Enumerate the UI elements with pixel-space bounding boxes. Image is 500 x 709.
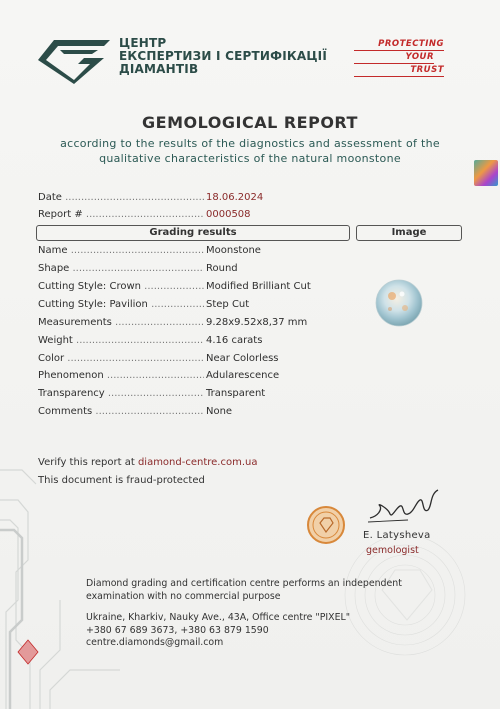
report-number-value: 0000508 xyxy=(206,209,251,220)
seal-icon xyxy=(306,505,346,545)
email-line[interactable]: centre.diamonds@gmail.com xyxy=(86,637,224,648)
slogan xyxy=(354,38,444,77)
field-row xyxy=(38,279,338,295)
org-line-3: ДІАМАНТІВ xyxy=(119,62,199,76)
signature-icon xyxy=(368,488,448,528)
fraud-protected-text: This document is fraud-protected xyxy=(38,475,205,486)
diamond-shape-icon xyxy=(18,640,38,664)
date-row xyxy=(38,190,338,206)
centre-logo-icon xyxy=(34,36,114,84)
verify-link[interactable]: diamond-centre.com.ua xyxy=(137,457,258,468)
field-value: Round xyxy=(206,263,238,274)
hologram-icon xyxy=(474,160,498,186)
field-value: Step Cut xyxy=(206,299,250,310)
field-label: Cutting Style: Pavilion ..... xyxy=(38,297,204,313)
image-header: Image xyxy=(356,225,462,241)
field-label: Measurements ..... xyxy=(38,315,204,331)
field-row xyxy=(38,404,338,420)
field-label: Name ..... xyxy=(38,243,204,259)
field-value: 4.16 carats xyxy=(206,335,263,346)
org-line-2: ЕКСПЕРТИЗИ І СЕРТИФІКАЦІЇ xyxy=(119,49,328,63)
field-row xyxy=(38,315,338,331)
report-title: GEMOLOGICAL REPORT xyxy=(142,113,358,132)
footer-address xyxy=(86,612,446,650)
footer-line-1: Diamond grading and certification centre performs an independent xyxy=(86,578,402,589)
slogan-line-1: PROTECTING xyxy=(354,38,444,51)
report-number-row xyxy=(38,207,338,223)
field-row xyxy=(38,386,338,402)
field-label: Weight ..... xyxy=(38,333,204,349)
field-row xyxy=(38,351,338,367)
field-value: Moonstone xyxy=(206,245,261,256)
report-subtitle xyxy=(30,136,470,166)
footer-statement xyxy=(86,578,446,603)
field-label: Comments ..... xyxy=(38,404,204,420)
footer-line-2: examination with no commercial purpose xyxy=(86,590,281,602)
field-row xyxy=(38,297,338,313)
field-value: Modified Brilliant Cut xyxy=(206,281,311,292)
field-label: Color ..... xyxy=(38,351,204,367)
slogan-line-2: YOUR xyxy=(354,51,434,64)
moonstone-image xyxy=(374,278,424,328)
signer-role: gemologist xyxy=(366,545,419,556)
field-row xyxy=(38,368,338,384)
field-row xyxy=(38,243,338,259)
field-value: None xyxy=(206,406,233,417)
slogan-line-3: TRUST xyxy=(354,64,444,77)
field-value: Adularescence xyxy=(206,370,280,381)
field-value: Transparent xyxy=(206,388,266,399)
report-number-label: Report # ..... xyxy=(38,207,204,223)
field-label: Transparency ..... xyxy=(38,386,204,402)
field-label: Phenomenon ..... xyxy=(38,368,204,384)
field-value: 9.28x9.52x8,37 mm xyxy=(206,317,308,328)
subtitle-line-2: qualitative characteristics of the natural moonstone xyxy=(99,152,401,165)
org-line-1: ЦЕНТР xyxy=(119,36,167,50)
field-value: Near Colorless xyxy=(206,353,279,364)
verify-prefix: Verify this report at xyxy=(38,457,135,468)
signer-name: E. Latysheva xyxy=(363,530,431,541)
verify-text xyxy=(38,457,257,468)
grading-results-header: Grading results xyxy=(36,225,350,241)
field-row xyxy=(38,261,338,277)
field-row xyxy=(38,333,338,349)
date-value: 18.06.2024 xyxy=(206,192,264,203)
phone-line: +380 67 689 3673, +380 63 879 1590 xyxy=(86,624,269,636)
date-label: Date ..... xyxy=(38,190,204,206)
field-label: Cutting Style: Crown ..... xyxy=(38,279,204,295)
organization-name xyxy=(119,37,327,76)
address-line: Ukraine, Kharkiv, Nauky Ave., 43A, Office centre "PIXEL" xyxy=(86,612,351,623)
field-label: Shape ..... xyxy=(38,261,204,277)
subtitle-line-1: according to the results of the diagnostics and assessment of the xyxy=(60,137,440,150)
